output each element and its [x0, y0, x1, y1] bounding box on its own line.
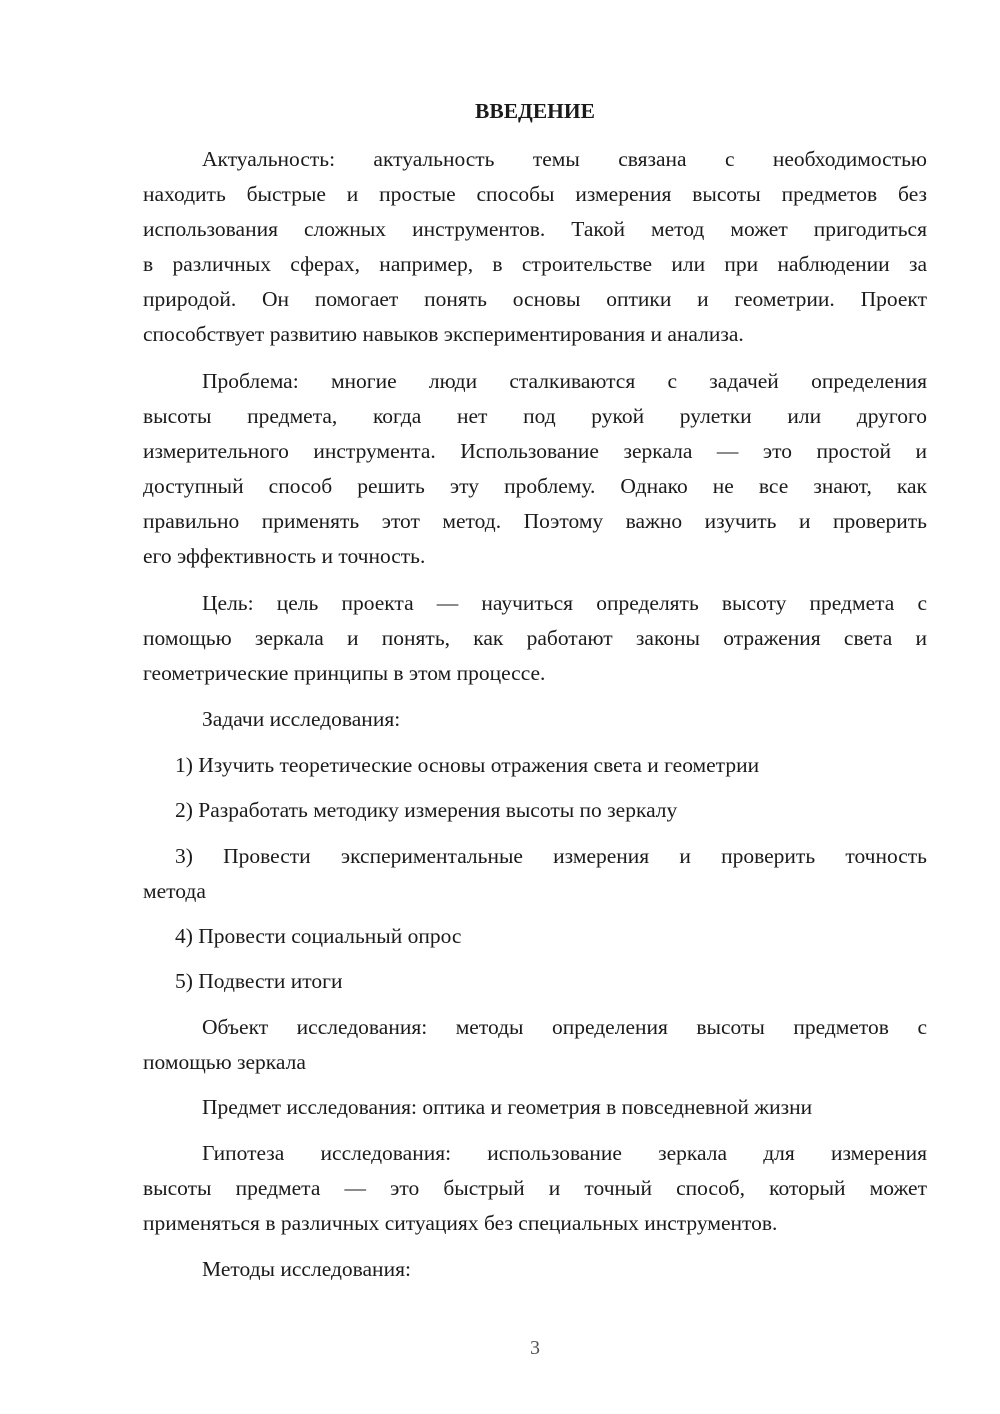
- text-line: помощью зеркала и понять, как работают законы отражения света и: [143, 626, 927, 650]
- list-item: 4) Провести социальный опрос: [175, 924, 462, 948]
- text-line: в различных сферах, например, в строительстве или при наблюдении за: [143, 252, 927, 276]
- text-line: Задачи исследования:: [202, 707, 401, 731]
- text-line: находить быстрые и простые способы измерения высоты предметов без: [143, 182, 927, 206]
- list-item: 1) Изучить теоретические основы отражения света и геометрии: [175, 753, 760, 777]
- page-number: 3: [530, 1337, 540, 1359]
- text-line: высоты предмета, когда нет под рукой рулетки или другого: [143, 404, 927, 428]
- text-line: измерительного инструмента. Использование зеркала — это простой и: [143, 439, 927, 463]
- text-line: способствует развитию навыков экспериментирования и анализа.: [143, 322, 744, 346]
- text-line: Актуальность: актуальность темы связана с необходимостью: [202, 147, 927, 171]
- text-line: природой. Он помогает понять основы оптики и геометрии. Проект: [143, 287, 927, 311]
- text-line: геометрические принципы в этом процессе.: [143, 661, 546, 685]
- text-line: Предмет исследования: оптика и геометрия в повседневной жизни: [202, 1095, 813, 1119]
- list-item: 2) Разработать методику измерения высоты по зеркалу: [175, 798, 678, 822]
- text-line: применяться в различных ситуациях без специальных инструментов.: [143, 1211, 778, 1235]
- text-line: Цель: цель проекта — научиться определять высоту предмета с: [202, 591, 927, 615]
- text-line: его эффективность и точность.: [143, 544, 426, 568]
- text-line: правильно применять этот метод. Поэтому важно изучить и проверить: [143, 509, 927, 533]
- text-line: высоты предмета — это быстрый и точный способ, который может: [143, 1176, 927, 1200]
- text-line: помощью зеркала: [143, 1050, 306, 1074]
- list-item: 5) Подвести итоги: [175, 969, 343, 993]
- text-line: метода: [143, 879, 206, 903]
- text-line: доступный способ решить эту проблему. Однако не все знают, как: [143, 474, 927, 498]
- text-line: Методы исследования:: [202, 1257, 411, 1281]
- text-line: использования сложных инструментов. Такой метод может пригодиться: [143, 217, 927, 241]
- text-line: Объект исследования: методы определения высоты предметов с: [202, 1015, 927, 1039]
- page-title: ВВЕДЕНИЕ: [475, 99, 595, 123]
- text-line: Проблема: многие люди сталкиваются с задачей определения: [202, 369, 927, 393]
- list-item: 3) Провести экспериментальные измерения и проверить точность: [175, 844, 927, 868]
- text-line: Гипотеза исследования: использование зеркала для измерения: [202, 1141, 927, 1165]
